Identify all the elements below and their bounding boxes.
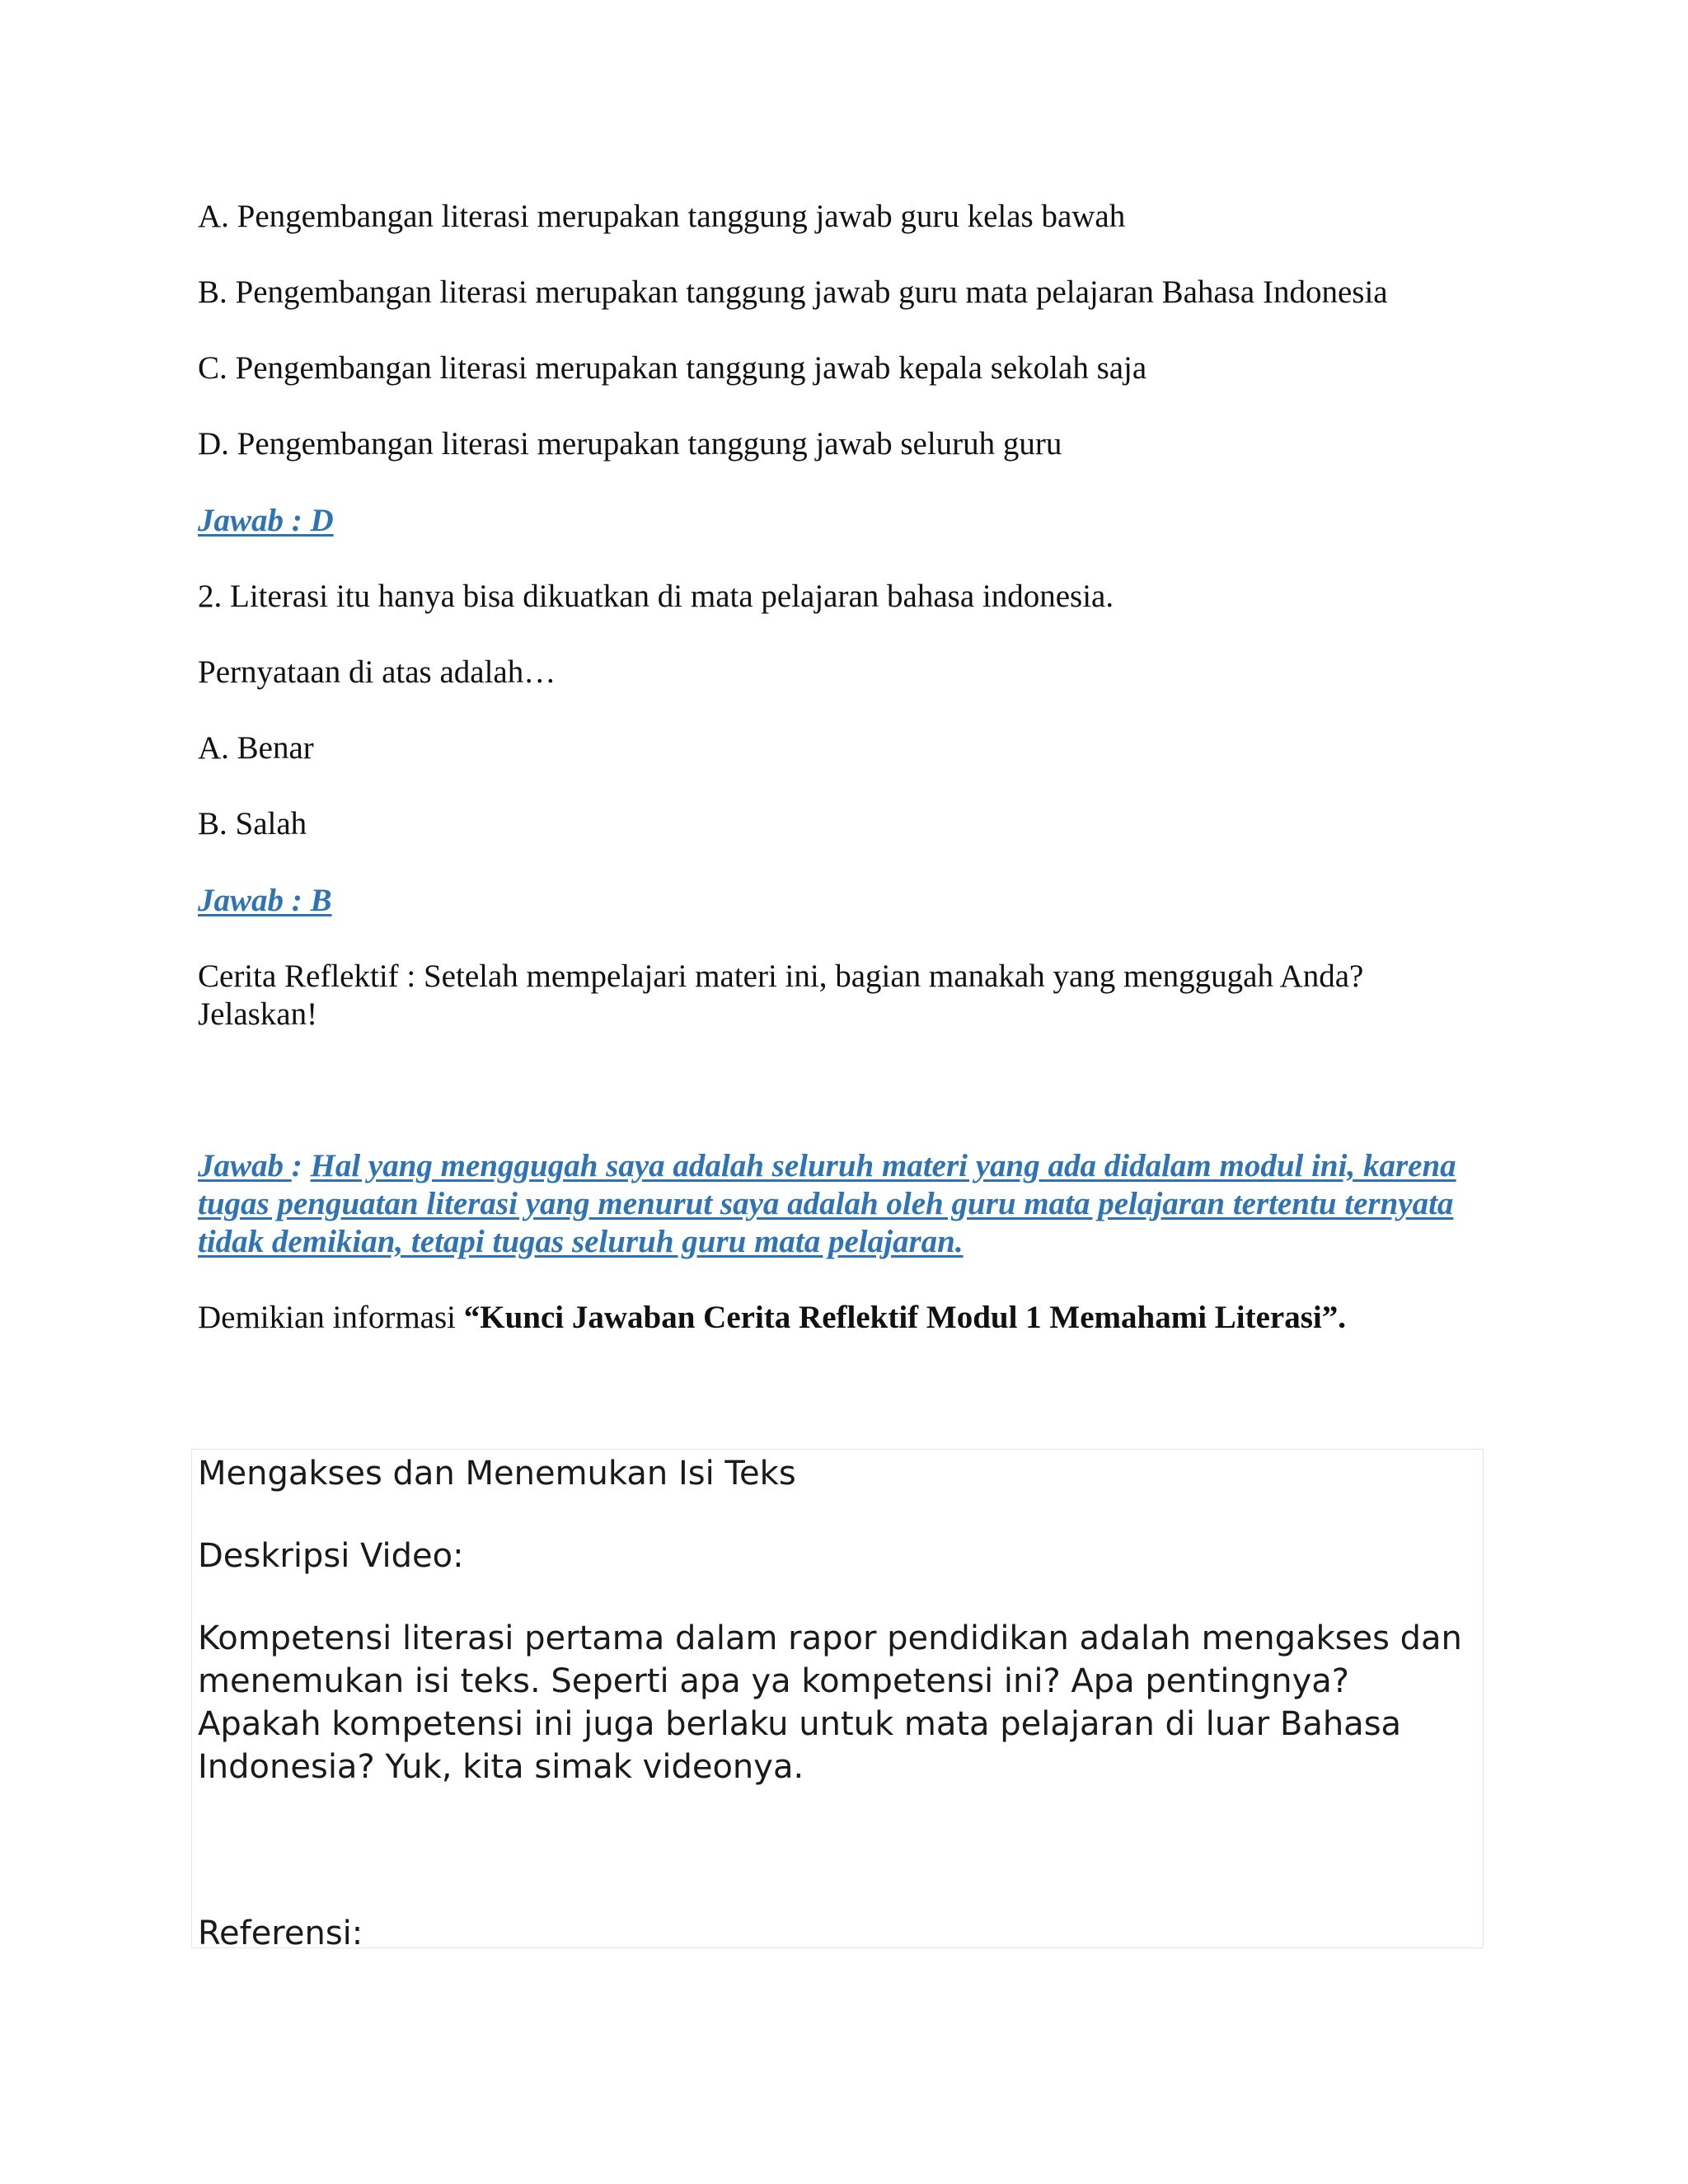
box-desc-text: Kompetensi literasi pertama dalam rapor pendidikan adalah mengakses dan menemukan isi teks. Seperti apa ya kompetensi ini? Apa pentingnya? Apakah kompetensi ini juga berlaku untuk mata pelajaran di luar Bahasa Indonesia? Yuk, kita simak videonya. xyxy=(198,1619,1462,1786)
box-desc-label: Deskripsi Video: xyxy=(198,1537,464,1575)
reflective-answer-text: Hal yang menggugah saya adalah seluruh materi yang ada didalam modul ini, karena tugas penguatan literasi yang menurut saya adalah oleh guru mata pelajaran tertentu ternyata tidak demikian, tetapi tugas seluruh guru mata pelajaran. xyxy=(198,1148,1456,1259)
reflective-answer xyxy=(198,1147,1484,1261)
q2-option-a: A. Benar xyxy=(198,730,314,766)
q2-question: 2. Literasi itu hanya bisa dikuatkan di mata pelajaran bahasa indonesia. xyxy=(198,579,1114,614)
q1-option-a: A. Pengembangan literasi merupakan tanggung jawab guru kelas bawah xyxy=(198,199,1126,234)
closing-title: “Kunci Jawaban Cerita Reflektif Modul 1 Memahami Literasi”. xyxy=(463,1300,1346,1335)
closing-statement xyxy=(198,1299,1346,1337)
reflective-answer-label: Jawab xyxy=(198,1148,292,1183)
q2-option-b: B. Salah xyxy=(198,806,307,841)
q2-prompt: Pernyataan di atas adalah… xyxy=(198,654,556,690)
reflective-question: Cerita Reflektif : Setelah mempelajari materi ini, bagian manakah yang menggugah Anda? Jelaskan! xyxy=(198,958,1364,1032)
q1-option-b: B. Pengembangan literasi merupakan tanggung jawab guru mata pelajaran Bahasa Indonesia xyxy=(198,274,1388,310)
q1-answer: Jawab : D xyxy=(198,503,334,538)
box-title: Mengakses dan Menemukan Isi Teks xyxy=(198,1455,796,1493)
reflective-answer-sep: : xyxy=(291,1148,302,1183)
closing-prefix: Demikian informasi xyxy=(198,1300,464,1335)
box-ref-label: Referensi: xyxy=(198,1915,363,1952)
q1-option-d: D. Pengembangan literasi merupakan tanggung jawab seluruh guru xyxy=(198,426,1062,462)
q2-answer: Jawab : B xyxy=(198,883,332,918)
q1-option-c: C. Pengembangan literasi merupakan tanggung jawab kepala sekolah saja xyxy=(198,350,1147,386)
